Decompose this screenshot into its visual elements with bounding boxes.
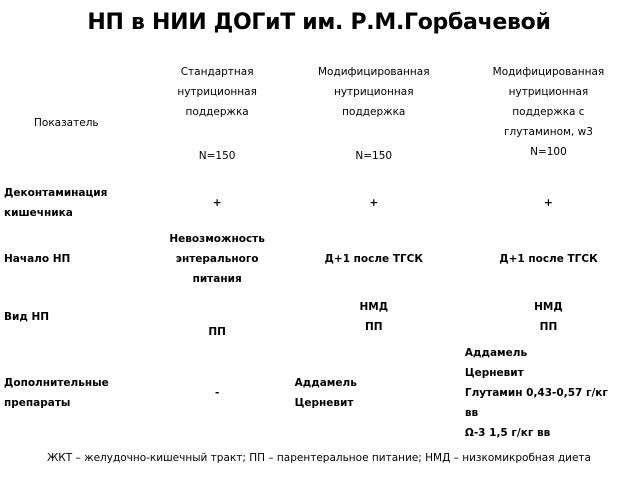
- header-standard-line: поддержка: [185, 106, 249, 118]
- cell-value: -: [214, 387, 220, 399]
- header-indicator-label: Показатель: [34, 117, 99, 129]
- table-row-supplements: [4, 342, 638, 444]
- cell-value: Глутамин 0,43-0,57 г/кг: [464, 387, 608, 399]
- cell-modified-glutamine: [459, 226, 638, 292]
- header-standard-line: Стандартная: [180, 66, 254, 78]
- cell-value: НМД: [359, 301, 389, 313]
- cell-value: вв: [464, 407, 479, 419]
- header-modified-line: нутриционная: [333, 86, 414, 98]
- header-modified: [289, 62, 459, 180]
- header-modified-glutamine-n: N=100: [530, 146, 567, 158]
- header-modified-glutamine-line: Модифицированная: [492, 66, 605, 78]
- table-header-row: [4, 62, 638, 180]
- cell-standard: [146, 180, 289, 226]
- cell-value: Д+1 после ТГСК: [499, 253, 598, 265]
- cell-value: Аддамель: [464, 347, 528, 359]
- header-standard-n: N=150: [198, 150, 236, 162]
- table-row-decontamination: [4, 180, 638, 226]
- row-label-line: Дополнительные: [4, 377, 109, 389]
- row-label-line: препараты: [4, 397, 71, 409]
- slide-title: НП в НИИ ДОГиТ им. Р.М.Горбачевой: [87, 10, 551, 35]
- header-indicator: [4, 62, 146, 180]
- header-modified-line: Модифицированная: [317, 66, 430, 78]
- row-label-line: кишечника: [4, 207, 73, 219]
- row-label: [4, 342, 146, 444]
- row-label-line: Деконтаминация: [4, 187, 108, 199]
- header-modified-glutamine: [459, 62, 638, 180]
- header-standard-line: нутриционная: [177, 86, 257, 98]
- row-label: [4, 180, 146, 226]
- table-row-start: [4, 226, 638, 292]
- cell-value: +: [212, 197, 222, 209]
- table-row-type: [4, 292, 638, 342]
- cell-standard: [146, 342, 289, 444]
- row-label: [4, 226, 146, 292]
- cell-value: ПП: [208, 326, 226, 338]
- cell-modified-glutamine: [459, 292, 638, 342]
- cell-modified: [289, 226, 459, 292]
- header-standard: [146, 62, 289, 180]
- header-modified-glutamine-line: нутриционная: [508, 86, 589, 98]
- header-modified-n: N=150: [355, 150, 393, 162]
- comparison-table: [4, 62, 638, 444]
- cell-value: ПП: [539, 321, 558, 333]
- cell-value: Церневит: [294, 397, 354, 409]
- row-label-line: Начало НП: [4, 253, 71, 265]
- cell-value: питания: [192, 273, 242, 285]
- cell-modified: [289, 342, 459, 444]
- cell-value: Д+1 после ТГСК: [324, 253, 423, 265]
- cell-value: Церневит: [464, 367, 524, 379]
- header-modified-glutamine-line: глутамином, w3: [503, 126, 593, 138]
- cell-value: Ω-3 1,5 г/кг вв: [464, 427, 551, 439]
- cell-standard: [146, 226, 289, 292]
- cell-value: Невозможность: [169, 233, 265, 245]
- row-label-line: Вид НП: [4, 311, 50, 323]
- header-modified-glutamine-line: поддержка с: [512, 106, 585, 118]
- footnote: ЖКТ – желудочно-кишечный тракт; ПП – парентеральное питание; НМД – низкомикробная диета: [47, 452, 591, 464]
- row-label: [4, 292, 146, 342]
- cell-standard: [146, 292, 289, 342]
- header-modified-line: поддержка: [342, 106, 406, 118]
- cell-value: +: [369, 197, 379, 209]
- cell-value: Аддамель: [294, 377, 357, 389]
- cell-value: НМД: [534, 301, 563, 313]
- cell-value: +: [544, 197, 553, 209]
- cell-modified: [289, 292, 459, 342]
- cell-modified-glutamine: [459, 342, 638, 444]
- cell-value: ПП: [364, 321, 383, 333]
- cell-modified: [289, 180, 459, 226]
- cell-modified-glutamine: [459, 180, 638, 226]
- cell-value: энтерального: [175, 253, 259, 265]
